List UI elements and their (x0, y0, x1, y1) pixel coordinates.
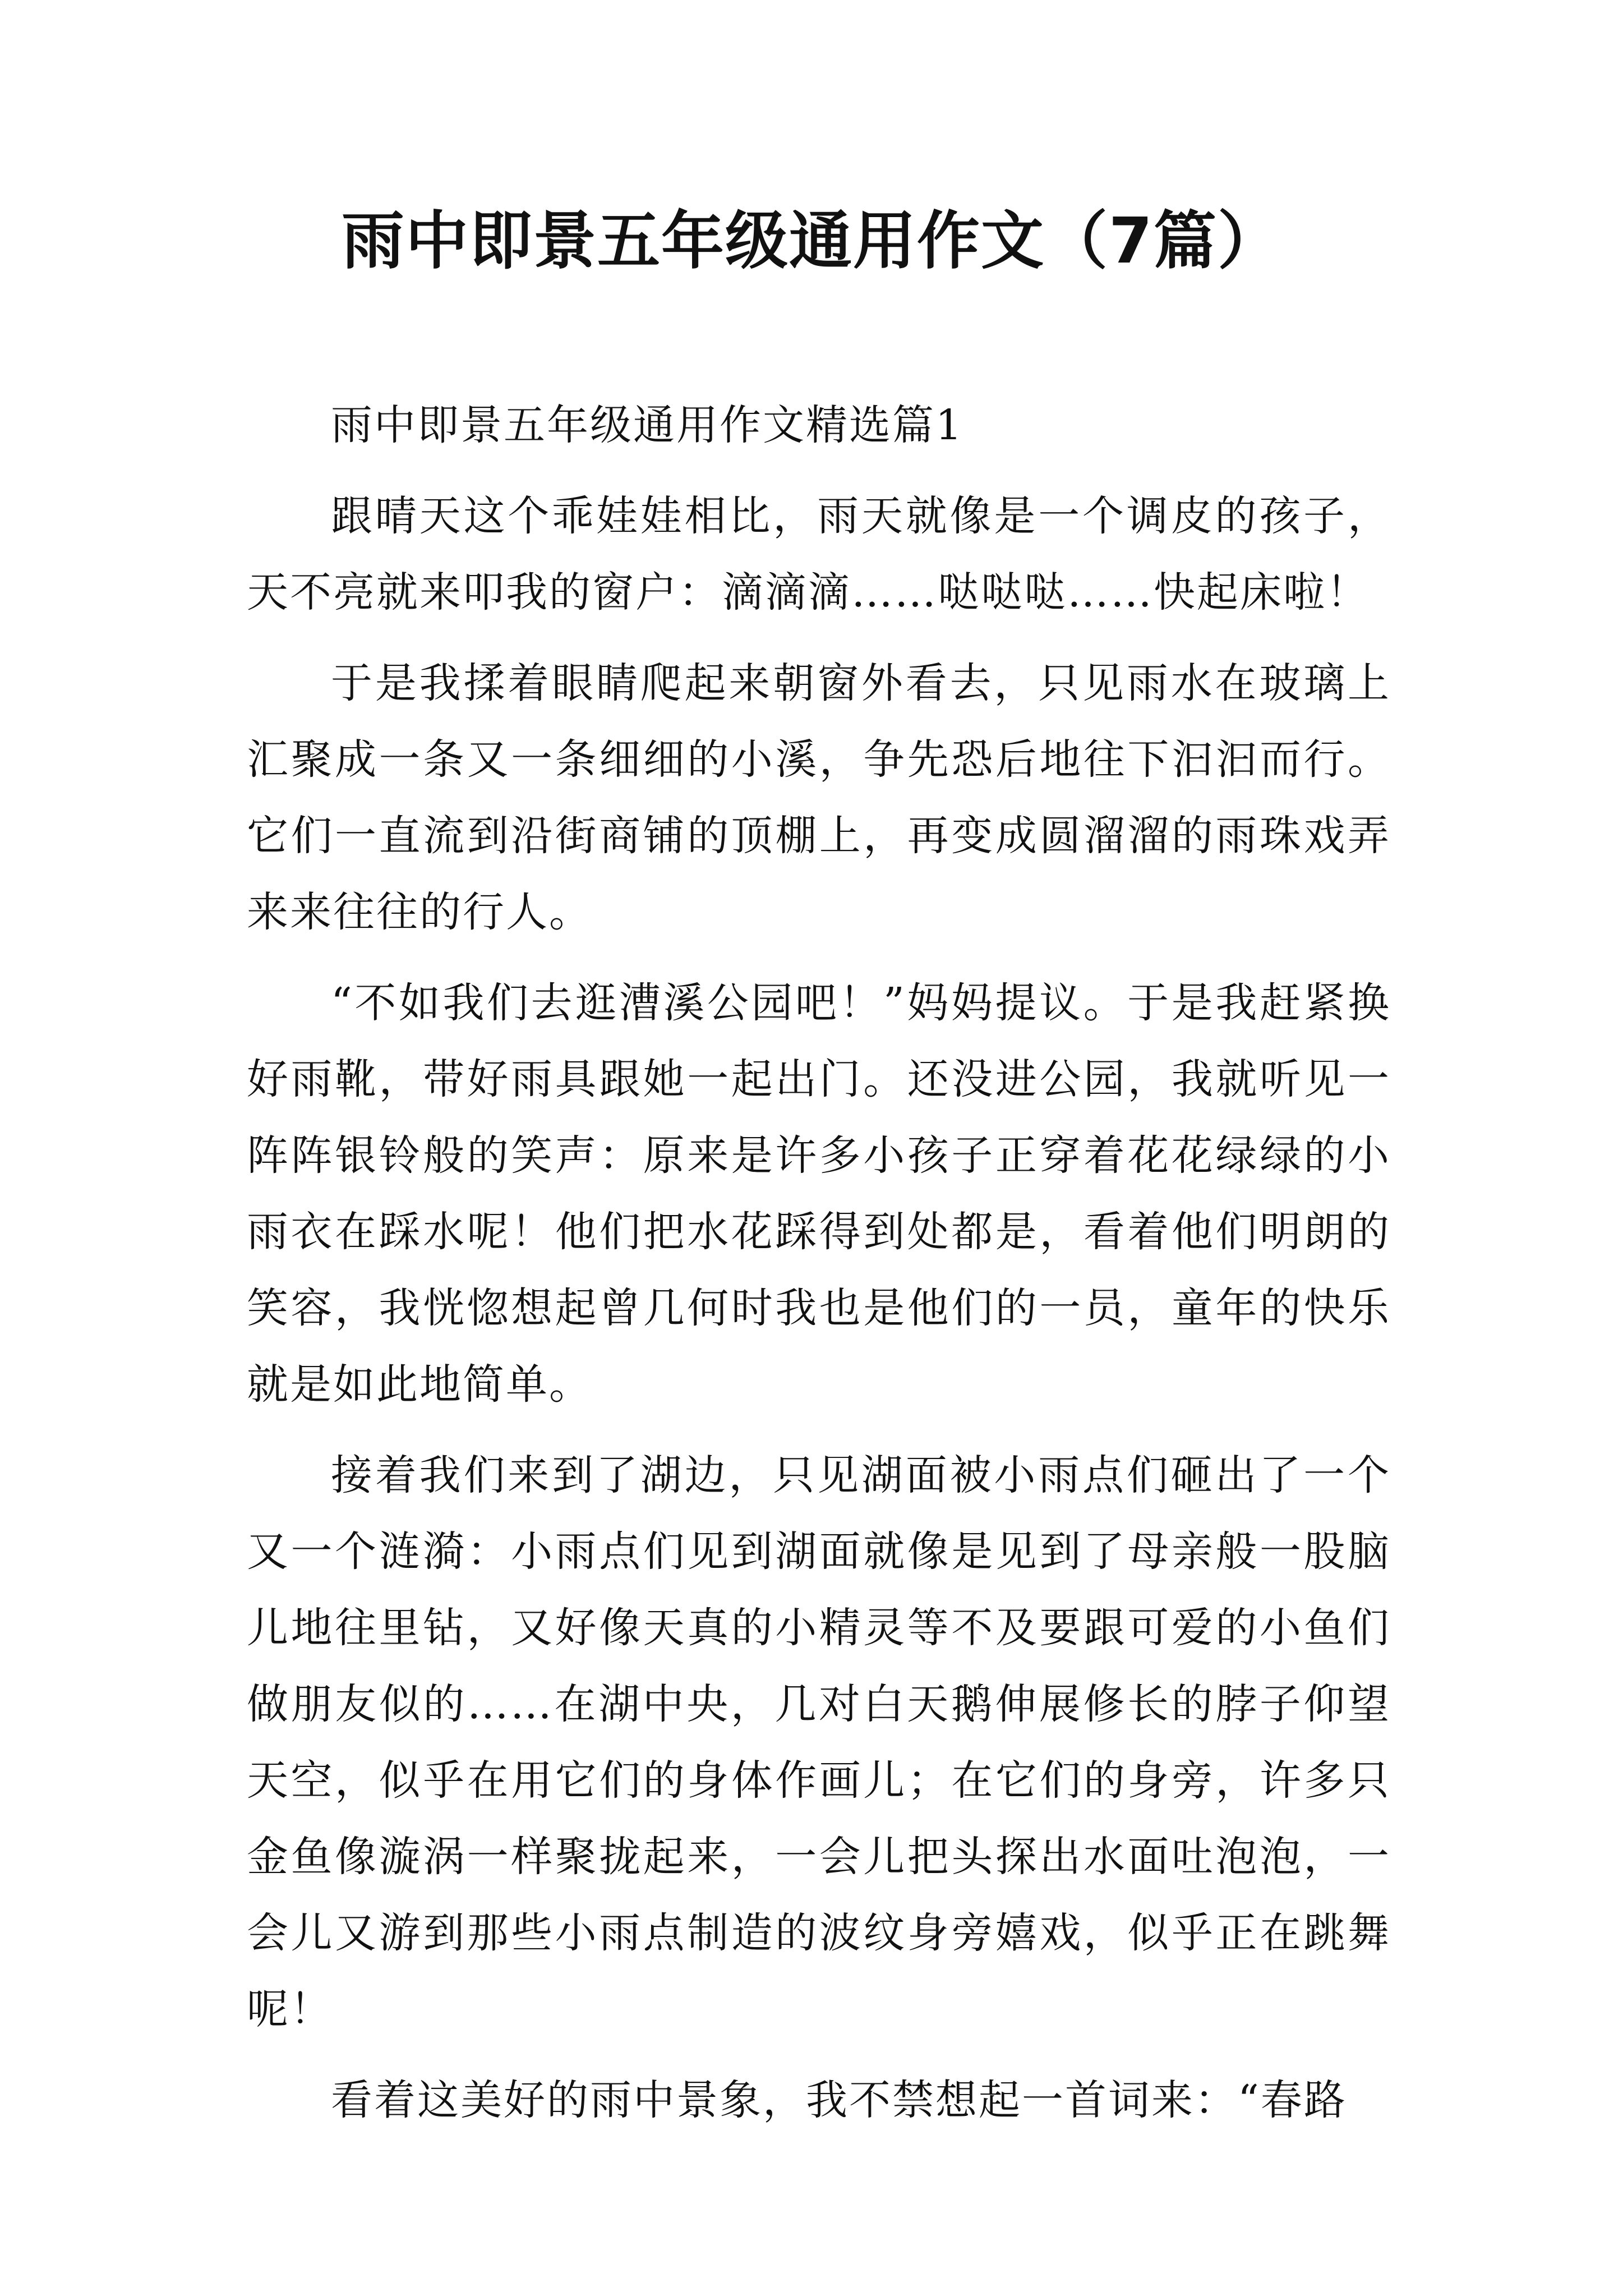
paragraph: 跟晴天这个乖娃娃相比，雨天就像是一个调皮的孩子，天不亮就来叩我的窗户：滴滴滴……哒哒哒……快起床啦！ (247, 492, 1391, 616)
section-heading: 雨中即景五年级通用作文精选篇1 (331, 401, 964, 449)
paragraph: “不如我们去逛漕溪公园吧！”妈妈提议。于是我赶紧换好雨靴，带好雨具跟她一起出门。还没进公园，我就听见一阵阵银铃般的笑声：原来是许多小孩子正穿着花花绿绿的小雨衣在踩水呢！他们把水花踩得到处都是，看着他们明朗的笑容，我恍惚想起曾几何时我也是他们的一员，童年的快乐就是如此地简单。 (247, 979, 1391, 1409)
paragraph: 看着这美好的雨中景象，我不禁想起一首词来：“春路 (331, 2076, 1347, 2124)
document-title: 雨中即景五年级通用作文（7篇） (342, 205, 1281, 278)
paragraph: 于是我揉着眼睛爬起来朝窗外看去，只见雨水在玻璃上汇聚成一条又一条细细的小溪，争先恐后地往下汩汩而行。它们一直流到沿街商铺的顶棚上，再变成圆溜溜的雨珠戏弄来来往往的行人。 (247, 659, 1391, 936)
document-body (247, 387, 1391, 2138)
paragraph: 接着我们来到了湖边，只见湖面被小雨点们砸出了一个又一个涟漪：小雨点们见到湖面就像是见到了母亲般一股脑儿地往里钻，又好像天真的小精灵等不及要跟可爱的小鱼们做朋友似的……在湖中央，几对白天鹅伸展修长的脖子仰望天空，似乎在用它们的身体作画儿；在它们的身旁，许多只金鱼像漩涡一样聚拢起来，一会儿把头探出水面吐泡泡，一会儿又游到那些小雨点制造的波纹身旁嬉戏，似乎正在跳舞呢！ (247, 1451, 1391, 2033)
